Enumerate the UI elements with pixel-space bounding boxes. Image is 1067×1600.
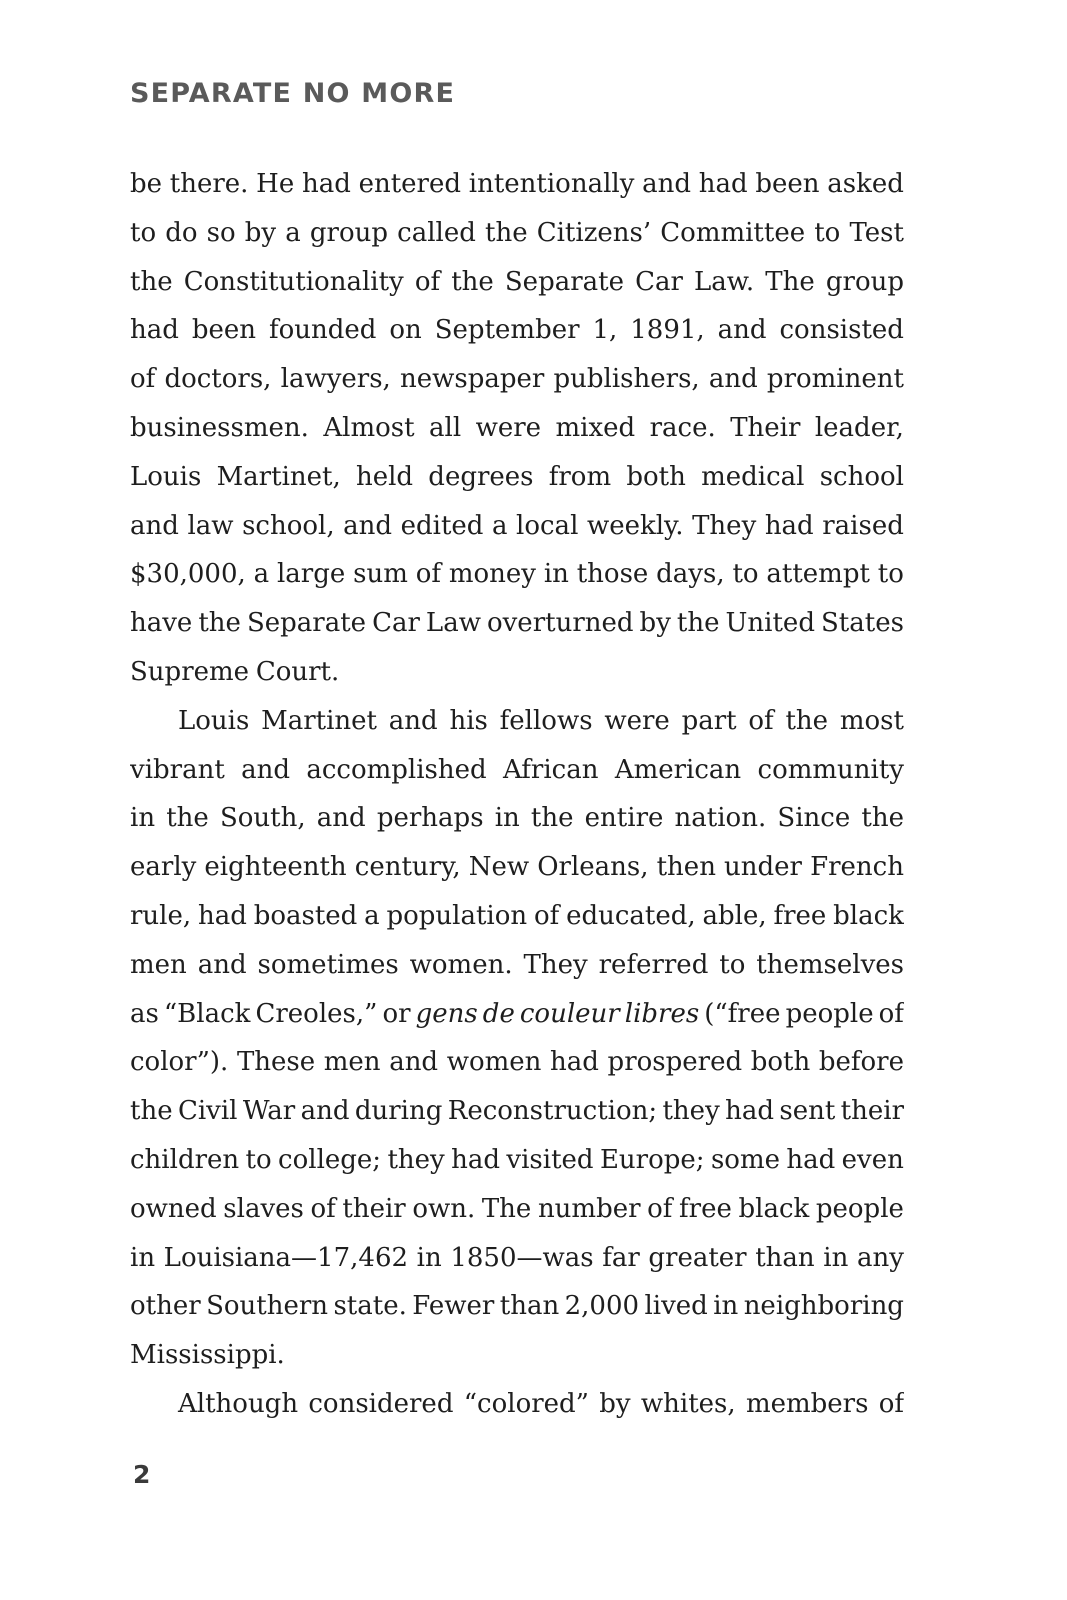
text-line: had been founded on September 1, 1891, and consisted	[130, 315, 904, 346]
text-line: in Louisiana—17,462 in 1850—was far greater than in any	[130, 1242, 904, 1273]
page-number: 2	[133, 1460, 151, 1489]
text-line: Although considered “colored” by whites, members of	[178, 1388, 904, 1419]
text-line: the Constitutionality of the Separate Car Law. The group	[130, 266, 904, 297]
text-line: Louis Martinet and his fellows were part of the most	[178, 705, 904, 736]
text-line: early eighteenth century, New Orleans, then under French	[130, 852, 904, 883]
text-line: color”). These men and women had prospered both before	[130, 1047, 904, 1078]
text-line: of doctors, lawyers, newspaper publishers, and prominent	[130, 364, 904, 395]
text-line: the Civil War and during Reconstruction; they had sent their	[130, 1096, 904, 1127]
text-line: businessmen. Almost all were mixed race. Their leader,	[130, 412, 904, 443]
text-line: Mississippi.	[130, 1340, 285, 1371]
text-line: and law school, and edited a local weekly. They had raised	[130, 510, 904, 541]
text-line: to do so by a group called the Citizens’ Committee to Test	[130, 217, 904, 248]
text-line: $30,000, a large sum of money in those days, to attempt to	[130, 559, 904, 590]
text-line: other Southern state. Fewer than 2,000 lived in neighboring	[130, 1291, 904, 1322]
running-head: SEPARATE NO MORE	[130, 78, 456, 109]
text-line: as “Black Creoles,” or gens de couleur libres (“free people of	[130, 998, 904, 1029]
text-line: owned slaves of their own. The number of free black people	[130, 1193, 904, 1224]
text-line: in the South, and perhaps in the entire nation. Since the	[130, 803, 904, 834]
text-line: be there. He had entered intentionally and had been asked	[130, 169, 904, 199]
paragraph	[130, 697, 904, 1380]
paragraph	[130, 160, 904, 697]
body-text	[130, 160, 904, 1429]
text-line: children to college; they had visited Europe; some had even	[130, 1144, 904, 1175]
text-line: Louis Martinet, held degrees from both medical school	[130, 461, 904, 492]
text-line: men and sometimes women. They referred to themselves	[130, 949, 904, 980]
text-line: Supreme Court.	[130, 656, 340, 687]
text-line: vibrant and accomplished African American community	[130, 754, 904, 785]
text-line: have the Separate Car Law overturned by the United States	[130, 608, 904, 639]
text-line: rule, had boasted a population of educated, able, free black	[130, 900, 904, 931]
paragraph	[130, 1380, 904, 1429]
